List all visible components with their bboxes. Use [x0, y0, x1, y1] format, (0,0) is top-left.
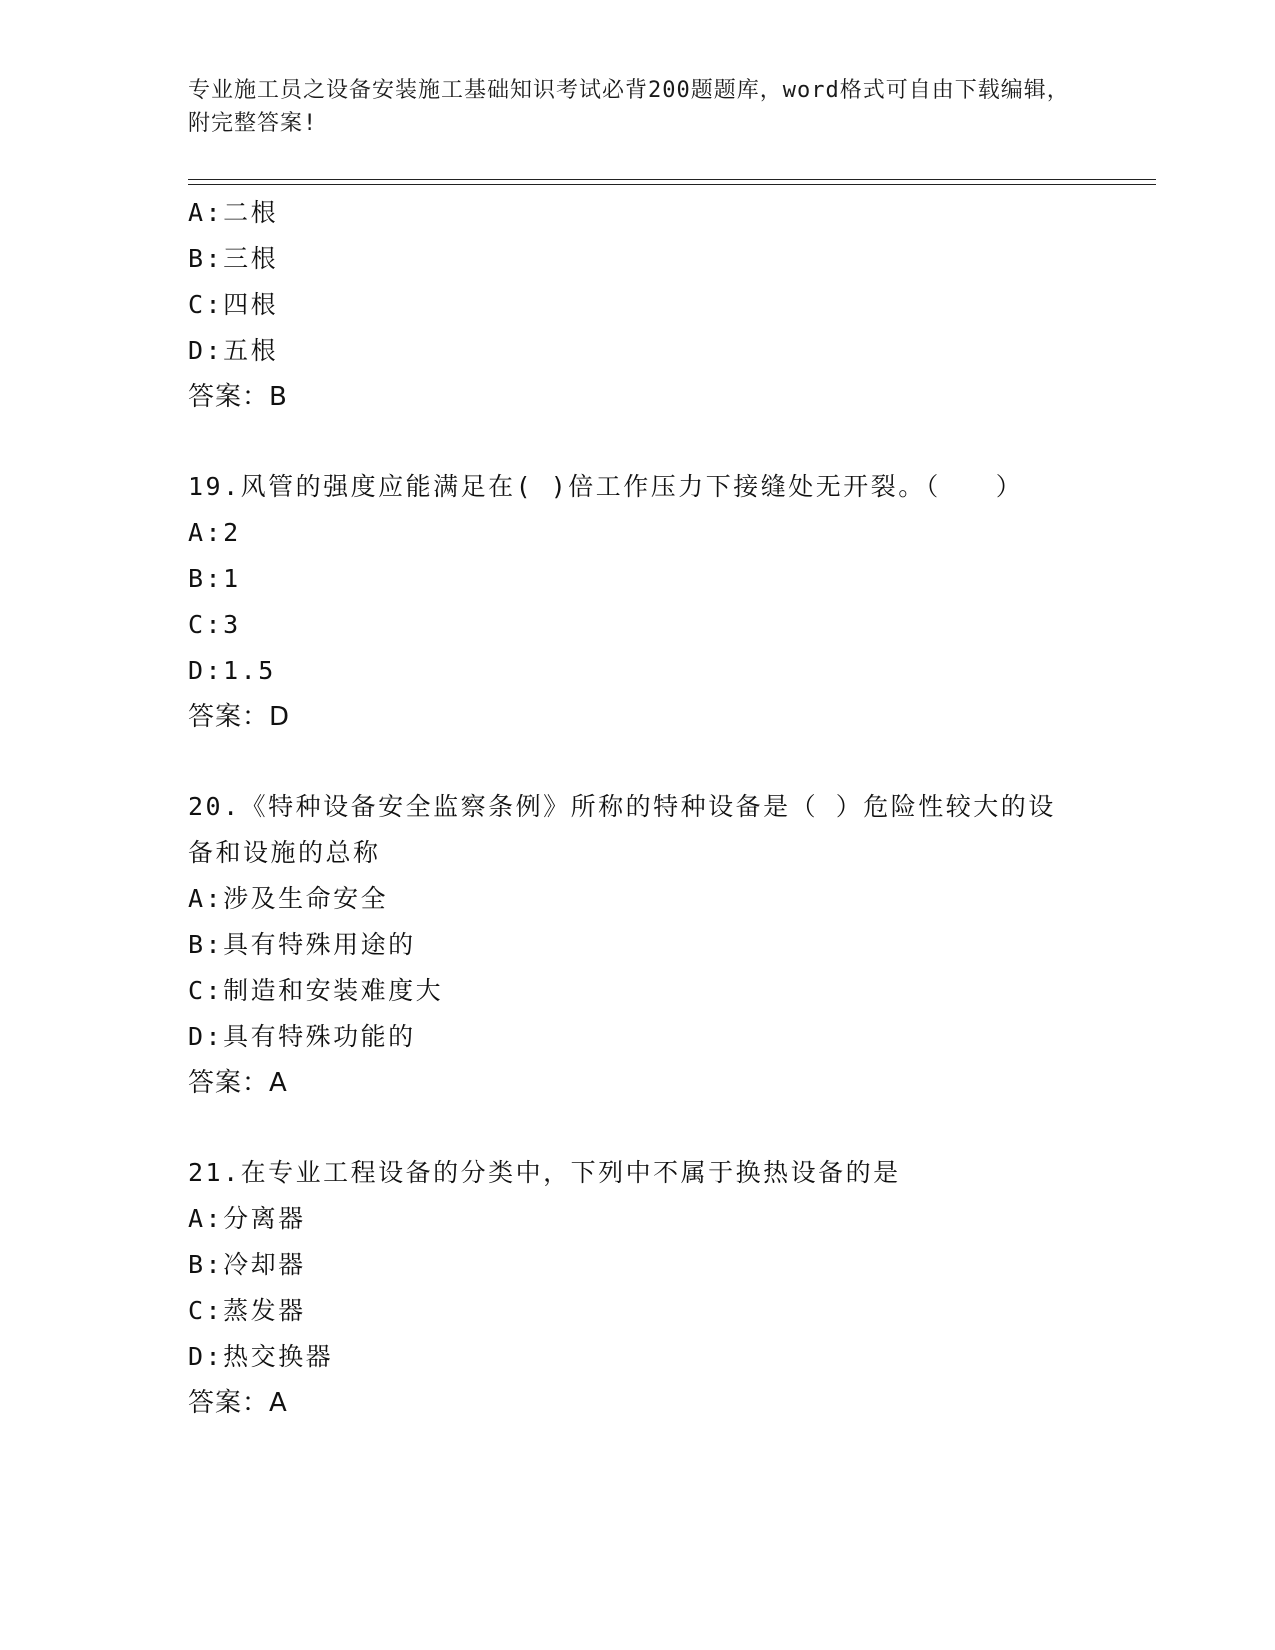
option-c: C:制造和安装难度大	[188, 976, 444, 1005]
header-rule-top	[188, 179, 1156, 180]
answer-line: 答案：A	[188, 1068, 288, 1098]
answer-line: 答案：A	[188, 1388, 288, 1418]
answer-line: 答案：B	[188, 382, 288, 412]
option-b: B:三根	[188, 244, 279, 273]
question-list	[188, 190, 1148, 1426]
option-d: D:五根	[188, 336, 279, 365]
document-header: 专业施工员之设备安装施工基础知识考试必背200题题库，word格式可自由下载编辑，附完整答案!	[188, 78, 1070, 136]
option-b: B:1	[188, 564, 241, 593]
question-title: 19.风管的强度应能满足在( )倍工作压力下接缝处无开裂。（ ）	[188, 472, 1024, 501]
question-title: 20.《特种设备安全监察条例》所称的特种设备是（ ）危险性较大的设备和设施的总称	[188, 792, 1056, 867]
option-a: A:2	[188, 518, 241, 547]
option-b: B:具有特殊用途的	[188, 930, 416, 959]
question-19-block	[188, 464, 1148, 740]
answer-line: 答案：D	[188, 702, 291, 732]
header-rule-bottom	[188, 184, 1156, 185]
option-b: B:冷却器	[188, 1250, 306, 1279]
option-a: A:分离器	[188, 1204, 306, 1233]
question-20-block	[188, 784, 1148, 1106]
question-18-block	[188, 190, 1148, 420]
option-d: D:具有特殊功能的	[188, 1022, 416, 1051]
option-d: D:1.5	[188, 656, 276, 685]
option-a: A:涉及生命安全	[188, 884, 389, 913]
option-c: C:蒸发器	[188, 1296, 306, 1325]
option-c: C:3	[188, 610, 241, 639]
option-a: A:二根	[188, 198, 279, 227]
question-21-block	[188, 1150, 1148, 1426]
option-c: C:四根	[188, 290, 279, 319]
option-d: D:热交换器	[188, 1342, 334, 1371]
question-title: 21.在专业工程设备的分类中，下列中不属于换热设备的是	[188, 1158, 901, 1187]
